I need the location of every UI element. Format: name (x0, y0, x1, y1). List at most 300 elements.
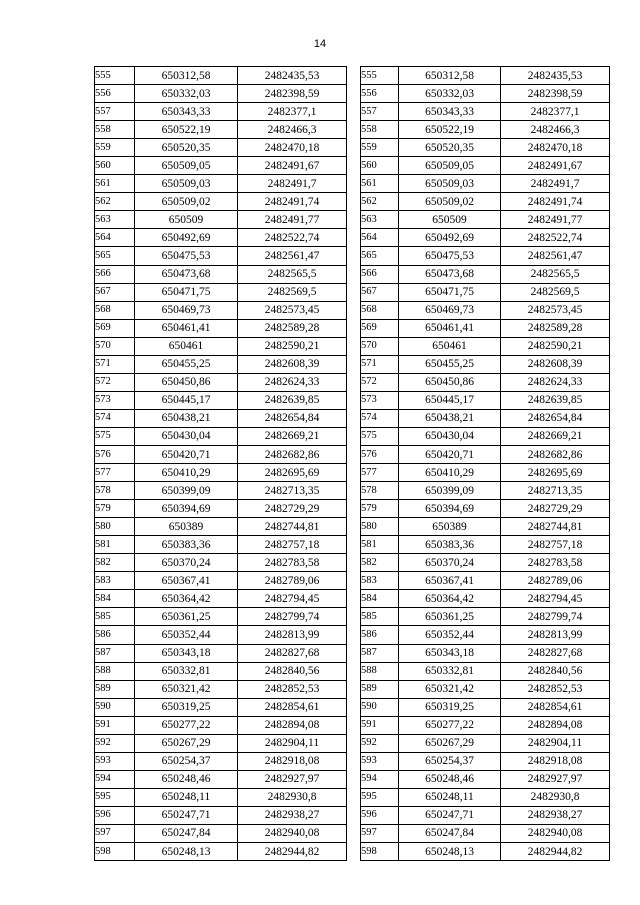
x-coordinate-cell: 650520,35 (135, 139, 238, 157)
x-coordinate-cell: 650332,81 (135, 662, 238, 680)
table-row (95, 752, 347, 770)
table-row (361, 175, 610, 193)
x-coordinate-cell: 650389 (399, 518, 501, 536)
x-coordinate-cell: 650383,36 (399, 536, 501, 554)
table-row (361, 139, 610, 157)
table-row (95, 283, 347, 301)
point-number-cell: 579 (361, 500, 399, 518)
point-number-cell: 583 (95, 572, 135, 590)
y-coordinate-cell: 2482569,5 (501, 283, 610, 301)
x-coordinate-cell: 650475,53 (399, 247, 501, 265)
y-coordinate-cell: 2482794,45 (501, 590, 610, 608)
x-coordinate-cell: 650321,42 (135, 680, 238, 698)
table-row (95, 482, 347, 500)
x-coordinate-cell: 650370,24 (399, 554, 501, 572)
table-row (361, 716, 610, 734)
y-coordinate-cell: 2482470,18 (501, 139, 610, 157)
x-coordinate-cell: 650248,46 (399, 770, 501, 788)
y-coordinate-cell: 2482713,35 (501, 482, 610, 500)
x-coordinate-cell: 650247,84 (399, 824, 501, 842)
x-coordinate-cell: 650367,41 (399, 572, 501, 590)
x-coordinate-cell: 650312,58 (135, 67, 238, 85)
y-coordinate-cell: 2482561,47 (238, 247, 347, 265)
point-number-cell: 574 (361, 409, 399, 427)
point-number-cell: 593 (95, 752, 135, 770)
table-row (361, 608, 610, 626)
y-coordinate-cell: 2482589,28 (501, 319, 610, 337)
x-coordinate-cell: 650248,11 (399, 788, 501, 806)
table-row (361, 806, 610, 824)
table-row (361, 482, 610, 500)
x-coordinate-cell: 650332,81 (399, 662, 501, 680)
y-coordinate-cell: 2482789,06 (238, 572, 347, 590)
x-coordinate-cell: 650277,22 (135, 716, 238, 734)
table-row (95, 103, 347, 121)
point-number-cell: 592 (95, 734, 135, 752)
table-row (361, 554, 610, 572)
y-coordinate-cell: 2482561,47 (501, 247, 610, 265)
table-row (361, 662, 610, 680)
table-row (95, 301, 347, 319)
y-coordinate-cell: 2482744,81 (238, 518, 347, 536)
table-row (361, 464, 610, 482)
y-coordinate-cell: 2482639,85 (501, 391, 610, 409)
point-number-cell: 567 (95, 283, 135, 301)
point-number-cell: 573 (361, 391, 399, 409)
y-coordinate-cell: 2482682,86 (501, 445, 610, 463)
y-coordinate-cell: 2482918,08 (501, 752, 610, 770)
x-coordinate-cell: 650399,09 (399, 482, 501, 500)
y-coordinate-cell: 2482827,68 (238, 644, 347, 662)
point-number-cell: 559 (95, 139, 135, 157)
point-number-cell: 560 (95, 157, 135, 175)
y-coordinate-cell: 2482927,97 (501, 770, 610, 788)
x-coordinate-cell: 650473,68 (135, 265, 238, 283)
y-coordinate-cell: 2482783,58 (501, 554, 610, 572)
y-coordinate-cell: 2482590,21 (501, 337, 610, 355)
point-number-cell: 595 (361, 788, 399, 806)
point-number-cell: 590 (95, 698, 135, 716)
table-row (95, 518, 347, 536)
table-row (361, 644, 610, 662)
x-coordinate-cell: 650319,25 (399, 698, 501, 716)
y-coordinate-cell: 2482894,08 (238, 716, 347, 734)
y-coordinate-cell: 2482840,56 (238, 662, 347, 680)
x-coordinate-cell: 650420,71 (135, 445, 238, 463)
x-coordinate-cell: 650399,09 (135, 482, 238, 500)
table-row (361, 518, 610, 536)
point-number-cell: 575 (361, 427, 399, 445)
point-number-cell: 563 (361, 211, 399, 229)
x-coordinate-cell: 650420,71 (399, 445, 501, 463)
y-coordinate-cell: 2482729,29 (238, 500, 347, 518)
point-number-cell: 566 (95, 265, 135, 283)
x-coordinate-cell: 650332,03 (399, 85, 501, 103)
x-coordinate-cell: 650469,73 (399, 301, 501, 319)
table-row (361, 373, 610, 391)
table-row (361, 788, 610, 806)
point-number-cell: 555 (361, 67, 399, 85)
y-coordinate-cell: 2482682,86 (238, 445, 347, 463)
y-coordinate-cell: 2482813,99 (501, 626, 610, 644)
x-coordinate-cell: 650509,05 (135, 157, 238, 175)
x-coordinate-cell: 650410,29 (135, 464, 238, 482)
table-row (361, 824, 610, 842)
table-row (361, 229, 610, 247)
y-coordinate-cell: 2482573,45 (238, 301, 347, 319)
table-row (95, 806, 347, 824)
y-coordinate-cell: 2482624,33 (238, 373, 347, 391)
y-coordinate-cell: 2482639,85 (238, 391, 347, 409)
table-row (95, 554, 347, 572)
point-number-cell: 584 (361, 590, 399, 608)
x-coordinate-cell: 650247,71 (135, 806, 238, 824)
x-coordinate-cell: 650445,17 (399, 391, 501, 409)
x-coordinate-cell: 650267,29 (135, 734, 238, 752)
point-number-cell: 580 (361, 518, 399, 536)
point-number-cell: 574 (95, 409, 135, 427)
point-number-cell: 579 (95, 500, 135, 518)
y-coordinate-cell: 2482894,08 (501, 716, 610, 734)
table-row (95, 85, 347, 103)
y-coordinate-cell: 2482491,77 (501, 211, 610, 229)
point-number-cell: 558 (361, 121, 399, 139)
x-coordinate-cell: 650520,35 (399, 139, 501, 157)
y-coordinate-cell: 2482573,45 (501, 301, 610, 319)
point-number-cell: 594 (361, 770, 399, 788)
point-number-cell: 578 (361, 482, 399, 500)
table-row (95, 536, 347, 554)
x-coordinate-cell: 650509,03 (399, 175, 501, 193)
y-coordinate-cell: 2482491,67 (238, 157, 347, 175)
x-coordinate-cell: 650430,04 (135, 427, 238, 445)
table-row (95, 193, 347, 211)
point-number-cell: 578 (95, 482, 135, 500)
x-coordinate-cell: 650475,53 (135, 247, 238, 265)
point-number-cell: 569 (361, 319, 399, 337)
point-number-cell: 592 (361, 734, 399, 752)
point-number-cell: 596 (95, 806, 135, 824)
table-row (361, 319, 610, 337)
y-coordinate-cell: 2482794,45 (238, 590, 347, 608)
table-row (95, 121, 347, 139)
y-coordinate-cell: 2482852,53 (238, 680, 347, 698)
x-coordinate-cell: 650248,13 (399, 843, 501, 861)
y-coordinate-cell: 2482565,5 (238, 265, 347, 283)
table-row (361, 843, 610, 861)
table-row (95, 770, 347, 788)
table-row (95, 788, 347, 806)
y-coordinate-cell: 2482854,61 (238, 698, 347, 716)
point-number-cell: 581 (95, 536, 135, 554)
table-row (361, 67, 610, 85)
table-row (361, 590, 610, 608)
y-coordinate-cell: 2482840,56 (501, 662, 610, 680)
y-coordinate-cell: 2482729,29 (501, 500, 610, 518)
x-coordinate-cell: 650364,42 (135, 590, 238, 608)
y-coordinate-cell: 2482713,35 (238, 482, 347, 500)
table-row (95, 464, 347, 482)
point-number-cell: 565 (95, 247, 135, 265)
table-row (95, 409, 347, 427)
table-row (95, 319, 347, 337)
x-coordinate-cell: 650312,58 (399, 67, 501, 85)
coordinates-table-left (94, 66, 347, 861)
x-coordinate-cell: 650455,25 (399, 355, 501, 373)
x-coordinate-cell: 650343,18 (399, 644, 501, 662)
table-row (95, 698, 347, 716)
y-coordinate-cell: 2482744,81 (501, 518, 610, 536)
y-coordinate-cell: 2482940,08 (501, 824, 610, 842)
y-coordinate-cell: 2482522,74 (238, 229, 347, 247)
y-coordinate-cell: 2482799,74 (501, 608, 610, 626)
x-coordinate-cell: 650509,02 (135, 193, 238, 211)
point-number-cell: 582 (95, 554, 135, 572)
table-row (95, 734, 347, 752)
x-coordinate-cell: 650370,24 (135, 554, 238, 572)
table-row (361, 193, 610, 211)
point-number-cell: 586 (95, 626, 135, 644)
y-coordinate-cell: 2482491,67 (501, 157, 610, 175)
y-coordinate-cell: 2482813,99 (238, 626, 347, 644)
table-row (361, 283, 610, 301)
table-row (95, 445, 347, 463)
table-row (95, 644, 347, 662)
y-coordinate-cell: 2482940,08 (238, 824, 347, 842)
y-coordinate-cell: 2482927,97 (238, 770, 347, 788)
x-coordinate-cell: 650461 (399, 337, 501, 355)
y-coordinate-cell: 2482624,33 (501, 373, 610, 391)
table-row (361, 445, 610, 463)
point-number-cell: 566 (361, 265, 399, 283)
table-row (95, 391, 347, 409)
y-coordinate-cell: 2482491,74 (238, 193, 347, 211)
point-number-cell: 588 (95, 662, 135, 680)
point-number-cell: 589 (95, 680, 135, 698)
x-coordinate-cell: 650248,13 (135, 843, 238, 861)
y-coordinate-cell: 2482904,11 (501, 734, 610, 752)
x-coordinate-cell: 650389 (135, 518, 238, 536)
table-row (361, 698, 610, 716)
point-number-cell: 577 (95, 464, 135, 482)
x-coordinate-cell: 650343,18 (135, 644, 238, 662)
point-number-cell: 595 (95, 788, 135, 806)
x-coordinate-cell: 650522,19 (399, 121, 501, 139)
x-coordinate-cell: 650438,21 (135, 409, 238, 427)
table-row (95, 67, 347, 85)
table-row (95, 139, 347, 157)
table-row (361, 770, 610, 788)
point-number-cell: 572 (361, 373, 399, 391)
x-coordinate-cell: 650248,46 (135, 770, 238, 788)
x-coordinate-cell: 650383,36 (135, 536, 238, 554)
point-number-cell: 588 (361, 662, 399, 680)
table-row (361, 536, 610, 554)
y-coordinate-cell: 2482466,3 (501, 121, 610, 139)
y-coordinate-cell: 2482654,84 (238, 409, 347, 427)
y-coordinate-cell: 2482491,77 (238, 211, 347, 229)
x-coordinate-cell: 650343,33 (399, 103, 501, 121)
x-coordinate-cell: 650509,05 (399, 157, 501, 175)
table-row (95, 662, 347, 680)
table-row (95, 229, 347, 247)
table-row (95, 590, 347, 608)
point-number-cell: 577 (361, 464, 399, 482)
table-row (95, 843, 347, 861)
x-coordinate-cell: 650509 (399, 211, 501, 229)
point-number-cell: 590 (361, 698, 399, 716)
y-coordinate-cell: 2482944,82 (238, 843, 347, 861)
point-number-cell: 591 (95, 716, 135, 734)
point-number-cell: 560 (361, 157, 399, 175)
point-number-cell: 591 (361, 716, 399, 734)
x-coordinate-cell: 650410,29 (399, 464, 501, 482)
y-coordinate-cell: 2482918,08 (238, 752, 347, 770)
x-coordinate-cell: 650509,02 (399, 193, 501, 211)
y-coordinate-cell: 2482799,74 (238, 608, 347, 626)
table-row (95, 373, 347, 391)
y-coordinate-cell: 2482435,53 (501, 67, 610, 85)
table-row (95, 175, 347, 193)
y-coordinate-cell: 2482377,1 (238, 103, 347, 121)
point-number-cell: 557 (95, 103, 135, 121)
x-coordinate-cell: 650254,37 (399, 752, 501, 770)
point-number-cell: 598 (361, 843, 399, 861)
table-row (95, 247, 347, 265)
point-number-cell: 555 (95, 67, 135, 85)
y-coordinate-cell: 2482470,18 (238, 139, 347, 157)
table-row (361, 247, 610, 265)
table-row (361, 157, 610, 175)
y-coordinate-cell: 2482466,3 (238, 121, 347, 139)
y-coordinate-cell: 2482852,53 (501, 680, 610, 698)
x-coordinate-cell: 650455,25 (135, 355, 238, 373)
x-coordinate-cell: 650509,03 (135, 175, 238, 193)
y-coordinate-cell: 2482930,8 (501, 788, 610, 806)
point-number-cell: 556 (361, 85, 399, 103)
x-coordinate-cell: 650450,86 (399, 373, 501, 391)
point-number-cell: 597 (95, 824, 135, 842)
y-coordinate-cell: 2482398,59 (501, 85, 610, 103)
y-coordinate-cell: 2482783,58 (238, 554, 347, 572)
x-coordinate-cell: 650352,44 (135, 626, 238, 644)
table-row (95, 824, 347, 842)
point-number-cell: 567 (361, 283, 399, 301)
point-number-cell: 570 (361, 337, 399, 355)
point-number-cell: 572 (95, 373, 135, 391)
x-coordinate-cell: 650364,42 (399, 590, 501, 608)
table-row (95, 427, 347, 445)
x-coordinate-cell: 650247,71 (399, 806, 501, 824)
x-coordinate-cell: 650319,25 (135, 698, 238, 716)
y-coordinate-cell: 2482569,5 (238, 283, 347, 301)
y-coordinate-cell: 2482827,68 (501, 644, 610, 662)
y-coordinate-cell: 2482944,82 (501, 843, 610, 861)
y-coordinate-cell: 2482589,28 (238, 319, 347, 337)
x-coordinate-cell: 650492,69 (399, 229, 501, 247)
x-coordinate-cell: 650471,75 (135, 283, 238, 301)
x-coordinate-cell: 650254,37 (135, 752, 238, 770)
point-number-cell: 594 (95, 770, 135, 788)
point-number-cell: 584 (95, 590, 135, 608)
point-number-cell: 557 (361, 103, 399, 121)
y-coordinate-cell: 2482854,61 (501, 698, 610, 716)
y-coordinate-cell: 2482695,69 (238, 464, 347, 482)
point-number-cell: 568 (361, 301, 399, 319)
x-coordinate-cell: 650277,22 (399, 716, 501, 734)
y-coordinate-cell: 2482669,21 (238, 427, 347, 445)
x-coordinate-cell: 650394,69 (399, 500, 501, 518)
point-number-cell: 558 (95, 121, 135, 139)
point-number-cell: 593 (361, 752, 399, 770)
y-coordinate-cell: 2482938,27 (238, 806, 347, 824)
x-coordinate-cell: 650461,41 (135, 319, 238, 337)
x-coordinate-cell: 650248,11 (135, 788, 238, 806)
x-coordinate-cell: 650438,21 (399, 409, 501, 427)
y-coordinate-cell: 2482904,11 (238, 734, 347, 752)
table-row (95, 265, 347, 283)
x-coordinate-cell: 650469,73 (135, 301, 238, 319)
point-number-cell: 562 (361, 193, 399, 211)
table-row (361, 265, 610, 283)
table-row (95, 626, 347, 644)
point-number-cell: 587 (361, 644, 399, 662)
x-coordinate-cell: 650343,33 (135, 103, 238, 121)
point-number-cell: 568 (95, 301, 135, 319)
y-coordinate-cell: 2482590,21 (238, 337, 347, 355)
table-row (361, 355, 610, 373)
point-number-cell: 580 (95, 518, 135, 536)
y-coordinate-cell: 2482565,5 (501, 265, 610, 283)
point-number-cell: 596 (361, 806, 399, 824)
x-coordinate-cell: 650394,69 (135, 500, 238, 518)
table-row (361, 572, 610, 590)
point-number-cell: 573 (95, 391, 135, 409)
point-number-cell: 581 (361, 536, 399, 554)
table-row (95, 355, 347, 373)
point-number-cell: 561 (95, 175, 135, 193)
x-coordinate-cell: 650522,19 (135, 121, 238, 139)
table-row (361, 211, 610, 229)
point-number-cell: 559 (361, 139, 399, 157)
point-number-cell: 576 (95, 445, 135, 463)
table-row (95, 680, 347, 698)
x-coordinate-cell: 650361,25 (399, 608, 501, 626)
x-coordinate-cell: 650509 (135, 211, 238, 229)
table-row (361, 337, 610, 355)
point-number-cell: 571 (361, 355, 399, 373)
table-row (361, 680, 610, 698)
table-row (95, 572, 347, 590)
point-number-cell: 564 (95, 229, 135, 247)
table-row (361, 301, 610, 319)
x-coordinate-cell: 650430,04 (399, 427, 501, 445)
y-coordinate-cell: 2482757,18 (238, 536, 347, 554)
point-number-cell: 585 (361, 608, 399, 626)
y-coordinate-cell: 2482398,59 (238, 85, 347, 103)
x-coordinate-cell: 650461,41 (399, 319, 501, 337)
point-number-cell: 571 (95, 355, 135, 373)
table-row (361, 85, 610, 103)
table-row (95, 716, 347, 734)
point-number-cell: 556 (95, 85, 135, 103)
x-coordinate-cell: 650471,75 (399, 283, 501, 301)
x-coordinate-cell: 650461 (135, 337, 238, 355)
x-coordinate-cell: 650247,84 (135, 824, 238, 842)
point-number-cell: 575 (95, 427, 135, 445)
y-coordinate-cell: 2482491,74 (501, 193, 610, 211)
table-body-right (361, 67, 610, 861)
